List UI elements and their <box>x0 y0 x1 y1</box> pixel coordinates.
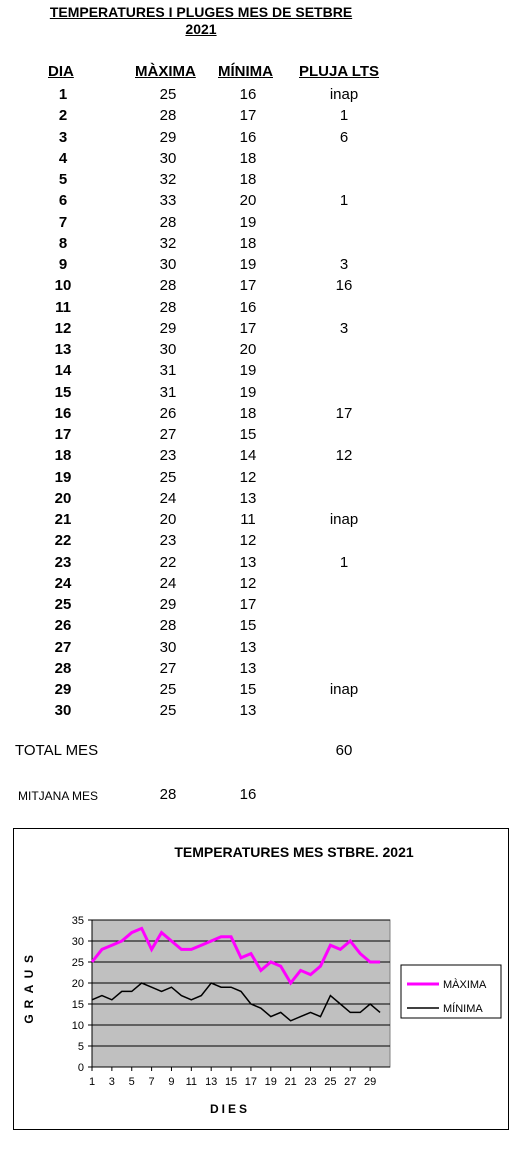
row-dia: 7 <box>58 213 68 231</box>
row-pluja: 1 <box>339 192 349 210</box>
row-dia: 27 <box>54 638 72 656</box>
row-dia: 30 <box>54 702 72 720</box>
x-tick-label: 9 <box>168 1076 175 1088</box>
x-tick-label: 11 <box>185 1076 198 1088</box>
row-pluja: 1 <box>339 553 349 571</box>
y-axis-label-letter: S <box>22 954 36 964</box>
page-title-year: 2021 <box>185 21 217 37</box>
y-axis-label-letter: A <box>22 984 36 994</box>
row-maxima: 24 <box>159 574 177 592</box>
legend <box>401 965 501 1018</box>
x-tick-label: 17 <box>244 1076 258 1088</box>
row-minima: 15 <box>239 681 257 698</box>
x-tick-label: 1 <box>88 1076 96 1088</box>
row-pluja: 12 <box>335 447 353 465</box>
row-maxima: 25 <box>159 702 177 720</box>
row-minima: 19 <box>239 383 257 401</box>
row-maxima: 30 <box>159 638 177 656</box>
header-pluja: PLUJA LTS <box>299 63 380 80</box>
row-pluja: 1 <box>339 107 349 125</box>
row-dia: 13 <box>54 341 72 358</box>
x-tick-label: 29 <box>364 1076 377 1088</box>
row-pluja <box>324 424 364 445</box>
header-dia: DIA <box>48 63 74 80</box>
y-tick-label: 0 <box>77 1062 84 1074</box>
chart-container <box>13 828 509 1130</box>
row-dia: 28 <box>54 659 72 677</box>
row-minima: 16 <box>239 298 257 316</box>
row-pluja <box>324 658 364 679</box>
total-label: TOTAL MES <box>15 742 99 759</box>
row-maxima: 29 <box>159 596 177 613</box>
chart-title: TEMPERATURES MES STBRE. 2021 <box>174 844 414 860</box>
row-dia: 5 <box>58 171 68 188</box>
row-maxima: 26 <box>159 404 177 422</box>
page-title: TEMPERATURES I PLUGES MES DE SETBRE <box>49 4 353 20</box>
row-dia: 2 <box>58 107 68 125</box>
row-dia: 17 <box>54 426 72 443</box>
row-dia: 9 <box>58 256 68 273</box>
row-maxima: 31 <box>159 383 177 401</box>
y-tick-label: 30 <box>71 936 84 948</box>
row-maxima: 32 <box>159 171 177 188</box>
x-tick-label: 13 <box>205 1076 218 1088</box>
row-pluja: 6 <box>339 128 349 146</box>
row-maxima: 24 <box>159 489 177 507</box>
temperature-chart <box>14 829 508 1129</box>
row-minima: 20 <box>239 341 257 358</box>
y-axis-label <box>22 955 36 1024</box>
row-dia: 21 <box>54 511 72 528</box>
plot-area <box>92 920 390 1067</box>
row-dia: 22 <box>54 532 72 550</box>
row-minima: 13 <box>239 659 257 677</box>
row-minima: 17 <box>239 319 257 337</box>
row-dia: 26 <box>54 617 72 635</box>
row-pluja <box>324 488 364 509</box>
row-dia: 4 <box>58 149 68 167</box>
row-minima: 17 <box>239 277 257 295</box>
row-minima: 14 <box>239 447 257 465</box>
x-tick-label: 21 <box>284 1076 297 1088</box>
row-minima: 13 <box>239 553 257 571</box>
row-minima: 11 <box>240 511 256 528</box>
row-pluja: 16 <box>335 277 353 295</box>
y-axis-label-letter: R <box>22 999 36 1009</box>
row-dia: 20 <box>54 489 72 507</box>
x-axis-label: DIES <box>209 1102 251 1116</box>
row-maxima: 29 <box>159 319 177 337</box>
legend-entry: MÍNIMA <box>443 1003 483 1015</box>
row-minima: 15 <box>239 426 257 443</box>
row-pluja <box>324 530 364 551</box>
row-minima: 13 <box>239 702 257 720</box>
x-tick-label: 25 <box>324 1076 337 1088</box>
row-pluja <box>324 382 364 403</box>
row-pluja <box>324 467 364 488</box>
row-pluja <box>324 615 364 636</box>
row-minima: 18 <box>239 149 257 167</box>
row-dia: 10 <box>54 277 72 295</box>
row-minima: 16 <box>239 128 257 146</box>
row-maxima: 32 <box>159 234 177 252</box>
row-minima: 12 <box>239 468 257 486</box>
row-minima: 15 <box>239 617 257 635</box>
legend-entry: MÀXIMA <box>443 979 487 991</box>
row-minima: 18 <box>239 234 257 252</box>
row-pluja <box>324 233 364 254</box>
row-minima: 19 <box>239 256 257 273</box>
row-pluja <box>324 339 364 360</box>
mitjana-label: MITJANA MES <box>18 789 99 803</box>
row-maxima: 29 <box>159 128 177 146</box>
row-pluja: 17 <box>335 404 353 422</box>
row-maxima: 28 <box>159 298 177 316</box>
x-tick-label: 5 <box>128 1076 135 1088</box>
row-minima: 19 <box>239 213 257 231</box>
row-minima: 19 <box>239 362 257 380</box>
total-value: 60 <box>335 742 353 759</box>
row-maxima: 25 <box>159 681 177 698</box>
row-pluja <box>324 637 364 658</box>
row-pluja <box>324 148 364 169</box>
row-maxima: 25 <box>159 86 177 103</box>
row-maxima: 22 <box>159 553 177 571</box>
row-minima: 13 <box>239 638 257 656</box>
row-maxima: 23 <box>159 532 177 550</box>
row-dia: 1 <box>58 86 68 103</box>
row-dia: 19 <box>54 468 72 486</box>
row-pluja: 3 <box>339 319 349 337</box>
row-dia: 29 <box>54 681 72 698</box>
row-pluja <box>324 297 364 318</box>
row-maxima: 23 <box>159 447 177 465</box>
row-maxima: 27 <box>159 659 177 677</box>
row-maxima: 31 <box>159 362 177 380</box>
row-dia: 11 <box>55 298 71 316</box>
y-tick-label: 20 <box>71 978 84 990</box>
row-maxima: 30 <box>159 256 177 273</box>
row-pluja: inap <box>329 86 359 103</box>
row-minima: 17 <box>239 107 257 125</box>
row-maxima: 28 <box>159 617 177 635</box>
row-minima: 20 <box>239 192 257 210</box>
y-tick-label: 5 <box>77 1041 84 1053</box>
row-pluja <box>324 360 364 381</box>
y-tick-label: 15 <box>71 999 84 1011</box>
row-pluja <box>324 700 364 721</box>
row-dia: 16 <box>54 404 72 422</box>
row-dia: 6 <box>58 192 68 210</box>
row-pluja: inap <box>329 511 359 528</box>
row-pluja: inap <box>329 681 359 698</box>
x-tick-label: 23 <box>304 1076 317 1088</box>
row-maxima: 20 <box>159 511 177 528</box>
row-maxima: 30 <box>159 149 177 167</box>
x-tick-label: 19 <box>264 1076 277 1088</box>
row-dia: 8 <box>58 234 68 252</box>
x-tick-label: 15 <box>224 1076 238 1088</box>
row-minima: 17 <box>239 596 257 613</box>
row-dia: 3 <box>58 128 68 146</box>
row-maxima: 33 <box>159 192 177 210</box>
mitjana-min: 16 <box>239 786 257 803</box>
row-maxima: 27 <box>159 426 177 443</box>
row-minima: 13 <box>239 489 257 507</box>
row-dia: 14 <box>54 362 72 380</box>
header-maxima: MÀXIMA <box>135 63 196 80</box>
y-axis-label-letter: U <box>22 969 36 979</box>
y-axis-label-letter: G <box>22 1014 36 1024</box>
row-minima: 18 <box>239 171 257 188</box>
row-minima: 12 <box>239 574 257 592</box>
row-minima: 12 <box>239 532 257 550</box>
row-maxima: 30 <box>159 341 177 358</box>
row-maxima: 28 <box>159 213 177 231</box>
row-dia: 24 <box>54 574 72 592</box>
x-tick-label: 7 <box>148 1076 155 1088</box>
row-pluja <box>324 573 364 594</box>
x-tick-label: 27 <box>344 1076 357 1088</box>
y-tick-label: 25 <box>71 957 84 969</box>
row-maxima: 28 <box>159 107 177 125</box>
y-tick-label: 35 <box>71 915 84 927</box>
mitjana-max: 28 <box>159 786 177 803</box>
row-minima: 18 <box>239 404 257 422</box>
row-dia: 18 <box>54 447 72 465</box>
row-pluja <box>324 594 364 615</box>
row-dia: 15 <box>54 383 72 401</box>
row-dia: 12 <box>54 319 72 337</box>
row-minima: 16 <box>239 86 257 103</box>
row-pluja <box>324 169 364 190</box>
row-pluja: 3 <box>339 256 349 273</box>
row-maxima: 28 <box>159 277 177 295</box>
row-dia: 23 <box>54 553 72 571</box>
header-minima: MÍNIMA <box>218 63 273 80</box>
row-dia: 25 <box>54 596 72 613</box>
row-pluja <box>324 212 364 233</box>
row-maxima: 25 <box>159 468 177 486</box>
y-tick-label: 10 <box>71 1020 84 1032</box>
x-tick-label: 3 <box>108 1076 115 1088</box>
